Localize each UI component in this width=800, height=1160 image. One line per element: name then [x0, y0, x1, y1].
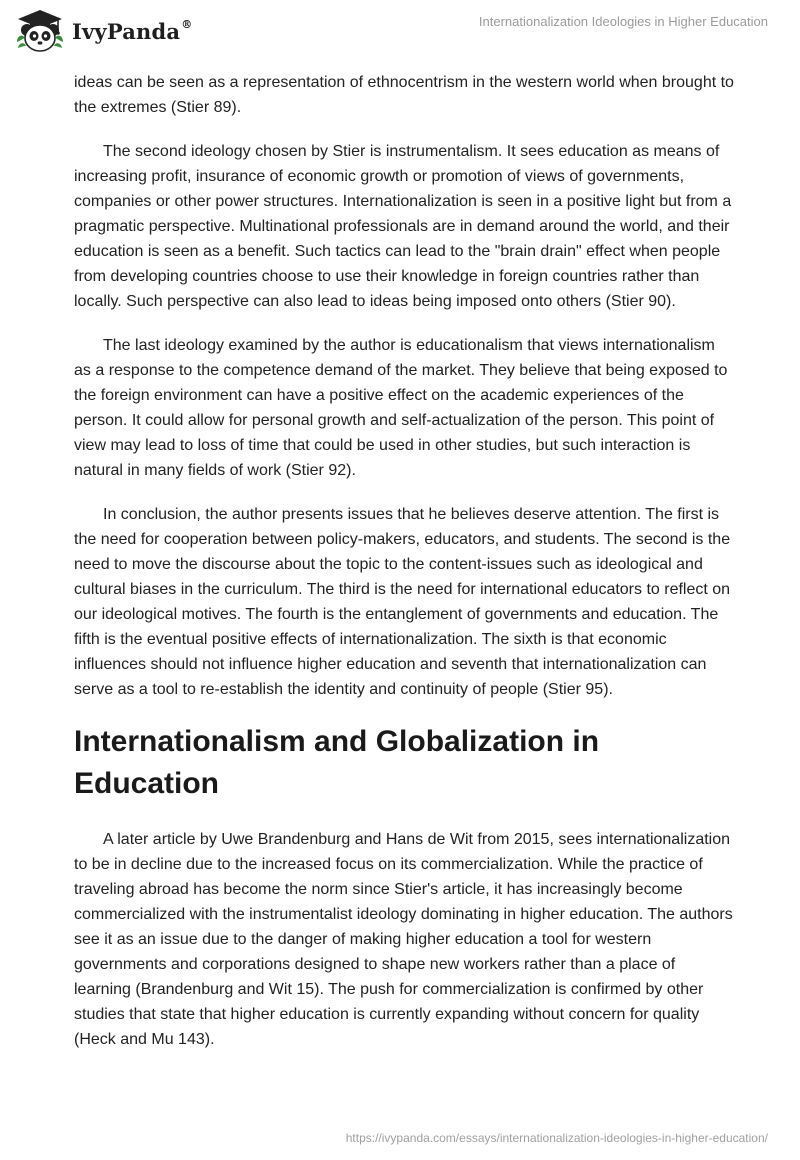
- ivypanda-logo[interactable]: [14, 8, 192, 54]
- essay-content: [74, 70, 734, 1071]
- paragraph-2: The second ideology chosen by Stier is instrumentalism. It sees education as means of increasing profit, insurance of economic growth or promotion of views of governments, companies or other power structures. Internationalization is seen in a positive light but from a pragmatic perspective. Multinational professionals are in demand around the world, and their education is seen as a benefit. Such tactics can lead to the "brain drain" effect when people from developing countries choose to use their knowledge in foreign countries rather than locally. Such perspective can also lead to ideas being imposed onto others (Stier 90).: [74, 143, 732, 310]
- page-header: [0, 0, 800, 64]
- paragraph-1: ideas can be seen as a representation of ethnocentrism in the western world when brought to the extremes (Stier 89).: [74, 74, 734, 116]
- paragraph-3: The last ideology examined by the author is educationalism that views internationalism as a response to the competence demand of the market. They believe that being exposed to the foreign environment can have a positive effect on the academic experiences of the person. It could allow for personal growth and self-actualization of the person. This point of view may lead to loss of time that could be used in other studies, but such interaction is natural in many fields of work (Stier 92).: [74, 337, 728, 479]
- section-heading: Internationalism and Globalization in Education: [74, 725, 600, 800]
- brand-name-text: IvyPanda: [72, 18, 181, 44]
- paragraph-4: In conclusion, the author presents issues that he believes deserve attention. The first is the need for cooperation between policy-makers, educators, and students. The second is the need to move the discourse about the topic to the content-issues such as ideological and cultural biases in the curriculum. The third is the need for international educators to reflect on our ideological motives. The fourth is the entanglement of governments and education. The fifth is the eventual positive effects of internationalization. The sixth is that economic influences should not influence higher education and seventh that internationalization can serve as a tool to re-establish the identity and continuity of people (Stier 95).: [74, 506, 731, 698]
- panda-graduate-icon: [14, 8, 66, 54]
- footer-url[interactable]: https://ivypanda.com/essays/internationalization-ideologies-in-higher-education/: [345, 1131, 768, 1145]
- paragraph-5: A later article by Uwe Brandenburg and Hans de Wit from 2015, sees internationalization to be in decline due to the increased focus on its commercialization. While the practice of traveling abroad has become the norm since Stier's article, it has increasingly become commercialized with the instrumentalist ideology dominating in higher education. The authors see it as an issue due to the danger of making higher education a tool for western governments and corporations designed to shape new workers rather than a place of learning (Brandenburg and Wit 15). The push for commercialization is confirmed by other studies that state that higher education is currently expanding without concern for quality (Heck and Mu 143).: [74, 831, 733, 1048]
- registered-mark: ®: [181, 17, 193, 31]
- document-title: Internationalization Ideologies in Higher Education: [478, 14, 768, 29]
- brand-name: [72, 19, 192, 44]
